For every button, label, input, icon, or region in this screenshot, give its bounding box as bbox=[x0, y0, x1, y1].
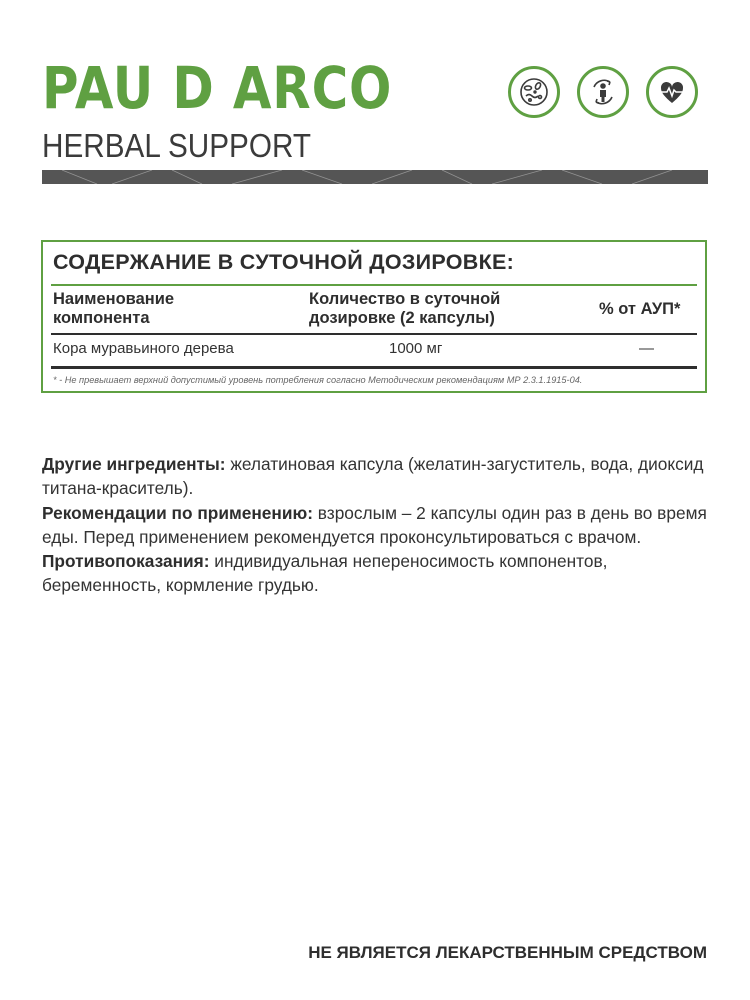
row-component-quantity: 1000 мг bbox=[389, 340, 443, 357]
benefit-icons bbox=[508, 66, 698, 118]
footnote: * - Не превышает верхний допустимый уровень потребления согласно Методическим рекомендациям МР 2.3.1.1915-04. bbox=[53, 375, 583, 385]
person-cycle-icon bbox=[577, 66, 629, 118]
row-component-percent: — bbox=[639, 340, 654, 357]
disclaimer: НЕ ЯВЛЯЕТСЯ ЛЕКАРСТВЕННЫМ СРЕДСТВОМ bbox=[308, 943, 707, 962]
composition-table bbox=[41, 240, 707, 393]
ingredients-paragraph bbox=[42, 452, 712, 501]
column-header-name: Наименование компонента bbox=[53, 290, 175, 327]
product-subtitle: HERBAL SUPPORT bbox=[42, 127, 312, 164]
product-info bbox=[42, 452, 712, 598]
ingredients-text: желатиновая капсула (желатин-загуститель, вода, диоксид титана-краситель). bbox=[42, 454, 704, 499]
usage-text: взрослым – 2 капсулы один раз в день во время еды. Перед применением рекомендуется проконсультироваться с врачом. bbox=[42, 502, 707, 547]
divider bbox=[51, 333, 697, 335]
row-component-name: Кора муравьиного дерева bbox=[53, 340, 234, 357]
usage-label: Рекомендации по применению: bbox=[42, 502, 313, 523]
contraindications-label: Противопоказания: bbox=[42, 551, 210, 572]
digestion-icon bbox=[508, 66, 560, 118]
column-header-percent: % от АУП* bbox=[599, 300, 681, 318]
ingredients-label: Другие ингредиенты: bbox=[42, 454, 226, 474]
column-header-quantity: Количество в суточной дозировке (2 капсулы) bbox=[309, 290, 501, 327]
contraindications-text: индивидуальная непереносимость компонентов, беременность, кормление грудью. bbox=[42, 551, 608, 596]
usage-paragraph bbox=[42, 501, 712, 550]
product-title: PAU D ARCO bbox=[42, 54, 393, 122]
heart-pulse-icon bbox=[646, 66, 698, 118]
contraindications-paragraph bbox=[42, 549, 712, 598]
decorative-stripe bbox=[42, 170, 708, 184]
divider bbox=[51, 366, 697, 369]
composition-title: СОДЕРЖАНИЕ В СУТОЧНОЙ ДОЗИРОВКЕ: bbox=[53, 250, 515, 274]
divider bbox=[51, 284, 697, 286]
